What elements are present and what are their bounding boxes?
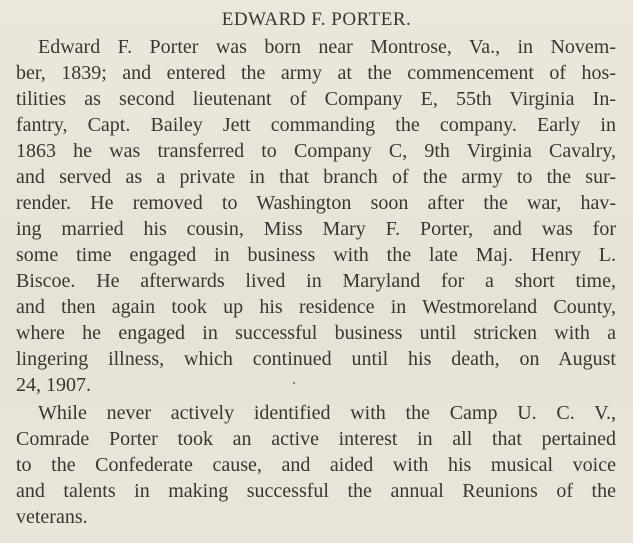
article-title: EDWARD F. PORTER. xyxy=(221,9,412,30)
text-line: some time engaged in business with the late Maj. Henry L. xyxy=(16,244,616,266)
text-line: ing married his cousin, Miss Mary F. Porter, and was for xyxy=(16,218,616,240)
text-line: ber, 1839; and entered the army at the commencement of hos- xyxy=(16,62,616,84)
print-speck xyxy=(293,382,295,384)
text-line: to the Confederate cause, and aided with his musical voice xyxy=(16,454,616,476)
text-line: fantry, Capt. Bailey Jett commanding the company. Early in xyxy=(16,114,616,136)
text-line: and then again took up his residence in Westmoreland County, xyxy=(16,296,616,318)
text-line: lingering illness, which continued until his death, on August xyxy=(16,348,616,370)
text-line: While never actively identified with the Camp U. C. V., xyxy=(38,402,616,424)
text-line: veterans. xyxy=(16,506,88,528)
text-line: tilities as second lieutenant of Company E, 55th Virginia In- xyxy=(16,88,616,110)
text-line: Edward F. Porter was born near Montrose, Va., in Novem- xyxy=(38,36,616,58)
text-line: Biscoe. He afterwards lived in Maryland for a short time, xyxy=(16,270,616,292)
text-line: 1863 he was transferred to Company C, 9th Virginia Cavalry, xyxy=(16,140,616,162)
text-line: 24, 1907. xyxy=(16,374,91,396)
text-line: where he engaged in successful business until stricken with a xyxy=(16,322,616,344)
text-line: Comrade Porter took an active interest in all that pertained xyxy=(16,428,616,450)
text-line: and talents in making successful the annual Reunions of the xyxy=(16,480,616,502)
text-line: render. He removed to Washington soon after the war, hav- xyxy=(16,192,616,214)
text-line: and served as a private in that branch of the army to the sur- xyxy=(16,166,616,188)
